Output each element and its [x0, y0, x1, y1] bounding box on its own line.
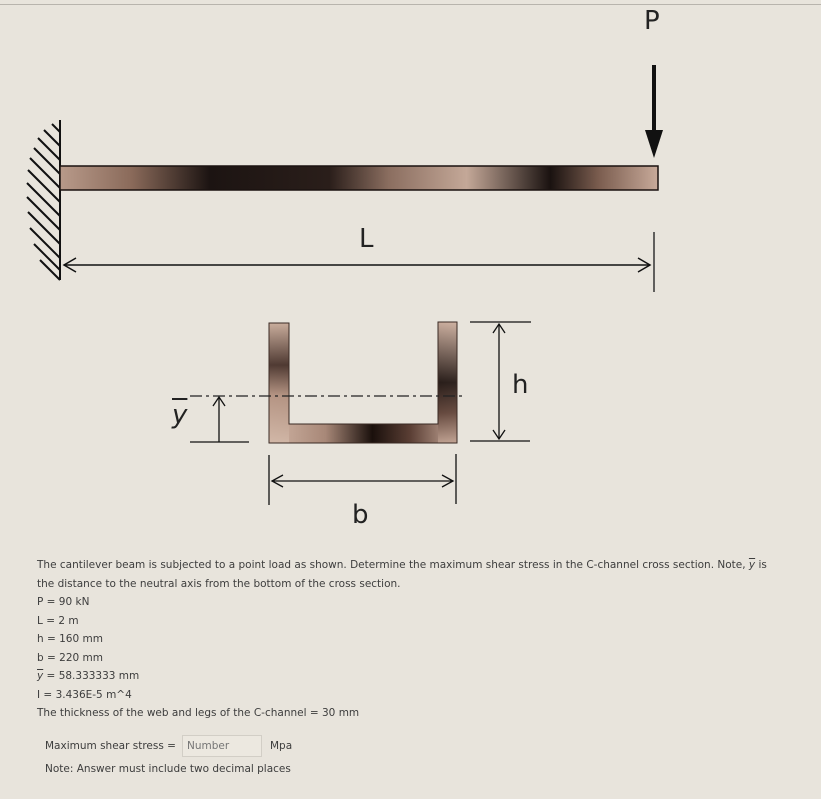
- given-width: b = 220 mm: [37, 651, 103, 664]
- beam: [60, 166, 658, 190]
- length-label: L: [359, 224, 374, 254]
- c-channel-cross-section: [269, 322, 457, 443]
- given-ybar: $\overline{y} = 58.333333$ mm: [37, 670, 140, 682]
- given-thickness: The thickness of the web and legs of the C-channel = 30 mm: [37, 707, 360, 719]
- answer-row: [45, 735, 292, 757]
- centroid-label: $\overline{y}$: [172, 400, 188, 430]
- load-label: P: [644, 6, 660, 36]
- given-inertia: I = 3.436E-5 m^4: [37, 688, 132, 701]
- ybar-symbol: $\overline{y}$: [748, 559, 756, 571]
- given-height: h = 160 mm: [37, 633, 103, 645]
- given-load: P = 90 kN: [37, 596, 90, 608]
- answer-note: Note: Answer must include two decimal places: [45, 763, 291, 775]
- problem-intro-line2: the distance to the neutral axis from the bottom of the cross section.: [37, 577, 401, 590]
- answer-unit: Mpa: [269, 740, 293, 752]
- given-length: L = 2 m: [37, 614, 79, 627]
- answer-label: Maximum shear stress =: [45, 740, 176, 752]
- fixed-support-icon: [27, 120, 60, 280]
- load-arrow-icon: [645, 65, 663, 158]
- ybar-dimension: [190, 397, 249, 442]
- problem-statement: [37, 556, 817, 723]
- problem-intro-line1: The cantilever beam is subjected to a point load as shown. Determine the maximum shear stress in the C-channel cross section. Note, $\overline{y}$ is: [37, 559, 767, 571]
- max-shear-stress-input[interactable]: [182, 735, 262, 757]
- width-label: b: [352, 500, 369, 530]
- height-label: h: [512, 370, 529, 400]
- width-dimension: [269, 454, 456, 505]
